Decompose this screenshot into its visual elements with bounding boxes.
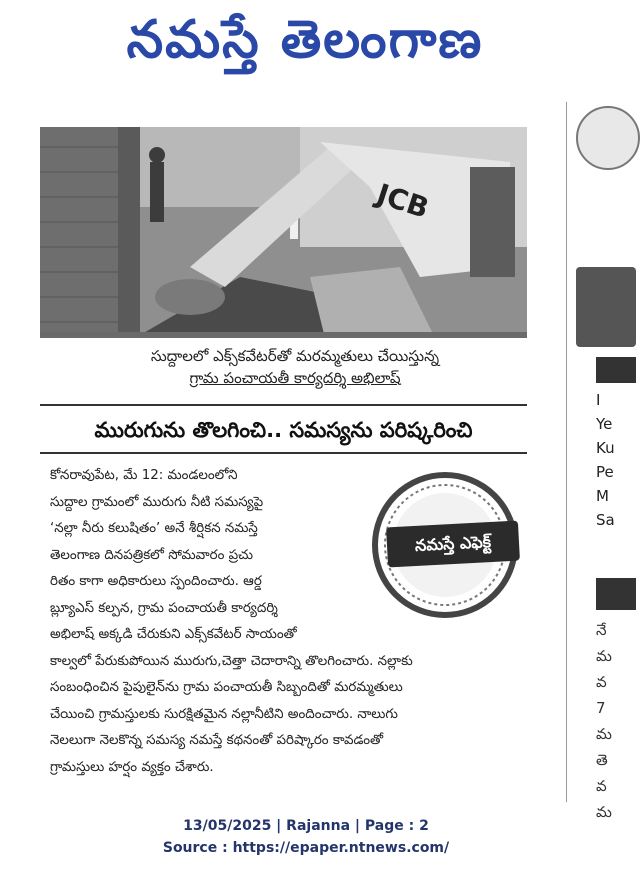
fragment: తె xyxy=(596,751,608,769)
article-line: ‘నల్లా నీరు కలుషితం’ అనే శీర్షికన నమస్తే xyxy=(50,521,258,536)
news-photo xyxy=(40,127,527,338)
fragment: వ xyxy=(596,777,607,795)
article-headline: మురుగును తొలగించి.. సమస్యను పరిష్కరించి xyxy=(94,418,473,442)
tree-trunk xyxy=(118,127,140,338)
fragment: 7 xyxy=(596,699,606,717)
masthead xyxy=(0,0,612,95)
jcb-logo: JCB xyxy=(372,177,433,225)
fragment: M xyxy=(596,487,609,505)
headline-top-rule xyxy=(40,404,527,406)
article-line: కోనరావుపేట, మే 12: మండలంలోని xyxy=(50,468,238,483)
adjacent-text-fragments xyxy=(596,388,615,532)
article-line: గ్రామస్తులు హర్షం వ్యక్తం చేశారు. xyxy=(50,759,214,775)
adjacent-ad-box xyxy=(576,267,636,347)
seal-logo-icon xyxy=(576,106,640,170)
fragment: నే xyxy=(596,621,607,639)
adjacent-column xyxy=(568,102,615,821)
worker-figure xyxy=(150,162,164,222)
headline-bottom-rule xyxy=(40,452,527,454)
source-link[interactable]: Source : https://epaper.ntnews.com/ xyxy=(162,840,450,856)
article-line: రితం కాగా అధికారులు స్పందించారు. ఆర్డ xyxy=(50,574,262,589)
fragment: Ye xyxy=(596,415,613,433)
adjacent-telugu-fragments xyxy=(596,617,612,825)
photo-caption xyxy=(60,345,530,389)
newspaper-title: నమస్తే తెలంగాణ xyxy=(126,10,484,70)
caption-line-1: సుద్దాలలో ఎక్స్‌కవేటర్‌తో మరమ్మతులు చేయిస్తున్న xyxy=(150,347,440,365)
fragment: మ xyxy=(596,803,612,821)
fragment: Ku xyxy=(596,439,615,457)
page-footer xyxy=(0,815,612,859)
article-line: సంబంధించిన పైపులైన్‌ను గ్రామ పంచాయతీ సిబ్బందితో మరమ్మతులు xyxy=(50,680,403,695)
article-line: నెలలుగా నెలకొన్న సమస్య నమస్తే కథనంతో పరిష్కారం కావడంతో xyxy=(50,733,384,748)
fragment: I xyxy=(596,391,601,409)
article-line: సుద్దాల గ్రామంలో మురుగు నీటి సమస్యపై xyxy=(50,494,264,510)
article-line: చేయించి గ్రామస్తులకు సురక్షితమైన నల్లానీటిని అందించారు. నాలుగు xyxy=(50,706,398,722)
adjacent-heading-band-2 xyxy=(596,578,636,610)
article-line: తెలంగాణ దినపత్రికలో సోమవారం ప్రచు xyxy=(50,547,253,563)
adjacent-heading-band xyxy=(596,357,636,383)
fragment: మ xyxy=(596,647,612,665)
column-divider xyxy=(566,102,567,802)
article-line: బ్ల్యూఎస్ కల్పన, గ్రామ పంచాయతీ కార్యదర్శి xyxy=(50,600,278,616)
article-line: కాల్వలో పేరుకుపోయిన మురుగు,చెత్తా చెదారాన్ని తొలగించారు. నల్లాకు xyxy=(50,653,413,669)
article-line: అభిలాష్ అక్కడి చేరుకుని ఎక్స్‌కవేటర్ సాయంతో xyxy=(50,627,297,642)
excavator-photo xyxy=(40,127,527,338)
namaste-effect-label: నమస్తే ఎఫెక్ట్ xyxy=(386,521,520,568)
edition-info: 13/05/2025 | Rajanna | Page : 2 xyxy=(183,818,429,834)
fragment: Pe xyxy=(596,463,614,481)
caption-line-2: గ్రామ పంచాయతీ కార్యదర్శి అభిలాష్ xyxy=(189,369,401,387)
fragment: Sa xyxy=(596,511,615,529)
article-body xyxy=(50,463,520,781)
fragment: మ xyxy=(596,725,612,743)
fragment: వ xyxy=(596,673,607,691)
